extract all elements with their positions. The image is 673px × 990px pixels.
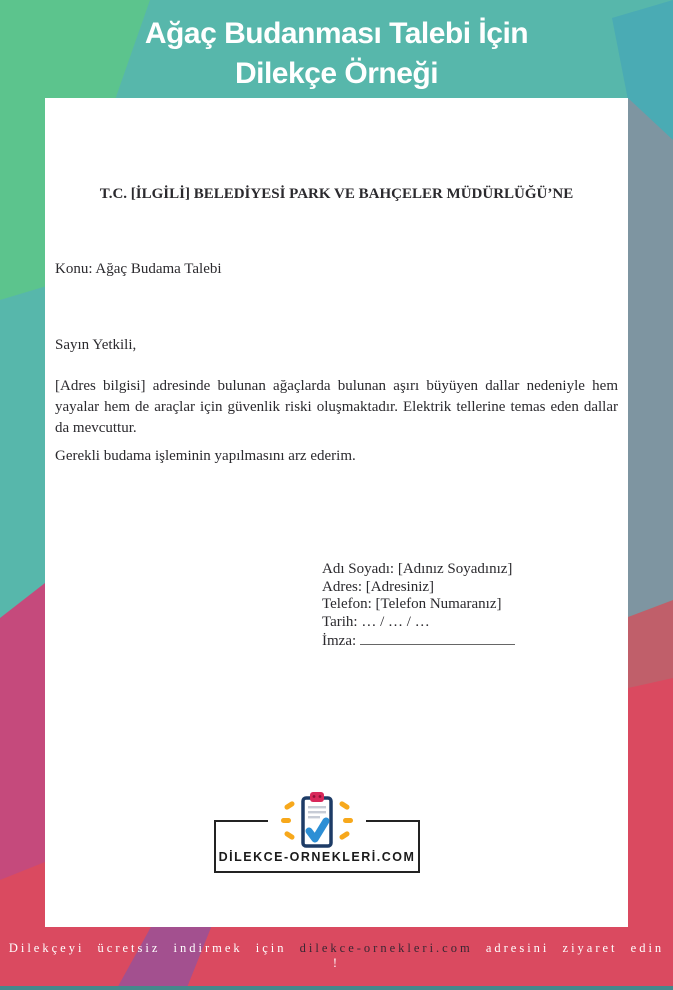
banner-title-line2: Dilekçe Örneği bbox=[234, 57, 439, 90]
body-paragraph: [Adres bilgisi] adresinde bulunan ağaçlarda bulunan aşırı büyüyen dallar nedeniyle hem yayalar hem de araçlar için güvenlik riski oluşmaktadır. Elektrik tellerine temas eden dallar da mevcuttur. bbox=[55, 378, 618, 436]
footer-note bbox=[0, 941, 673, 971]
footer-text-after: adresini ziyaret edin ! bbox=[332, 941, 665, 970]
background-magenta-shape bbox=[0, 583, 45, 880]
background-slate-shape bbox=[628, 98, 673, 617]
clipboard-check-icon bbox=[268, 791, 366, 851]
sparkle-dashes-left bbox=[281, 800, 295, 840]
banner-title bbox=[0, 14, 673, 94]
background-bottom-edge bbox=[0, 986, 673, 990]
banner-title-line1: Ağaç Budanması Talebi İçin bbox=[144, 17, 529, 50]
subject-line: Konu: Ağaç Budama Talebi bbox=[55, 261, 222, 277]
footer-domain-text: dilekce-ornekleri.com bbox=[299, 941, 473, 955]
recipient-heading: T.C. [İLGİLİ] BELEDİYESİ PARK VE BAHÇELER MÜDÜRLÜĞÜ’NE bbox=[99, 186, 574, 202]
signature-date-line: Tarih: … / … / … bbox=[322, 613, 430, 630]
salutation-line: Sayın Yetkili, bbox=[55, 337, 137, 353]
signature-phone-line: Telefon: [Telefon Numaranız] bbox=[322, 596, 502, 612]
signature-address-line: Adres: [Adresiniz] bbox=[322, 578, 435, 595]
signature-imza-label: İmza: bbox=[322, 633, 357, 649]
footer-text-before: Dilekçeyi ücretsiz indirmek için bbox=[8, 941, 287, 955]
sparkle-dashes-right bbox=[339, 800, 353, 840]
petition-document bbox=[45, 98, 628, 927]
signature-imza-line bbox=[322, 631, 515, 651]
logo-box bbox=[214, 820, 420, 873]
signature-name-line: Adı Soyadı: [Adınız Soyadınız] bbox=[322, 561, 513, 577]
closing-line: Gerekli budama işleminin yapılmasını arz ederim. bbox=[55, 448, 356, 464]
signature-block bbox=[322, 561, 515, 651]
logo-site-text: DİLEKCE-ORNEKLERİ.COM bbox=[218, 850, 416, 864]
signature-line bbox=[360, 631, 515, 645]
